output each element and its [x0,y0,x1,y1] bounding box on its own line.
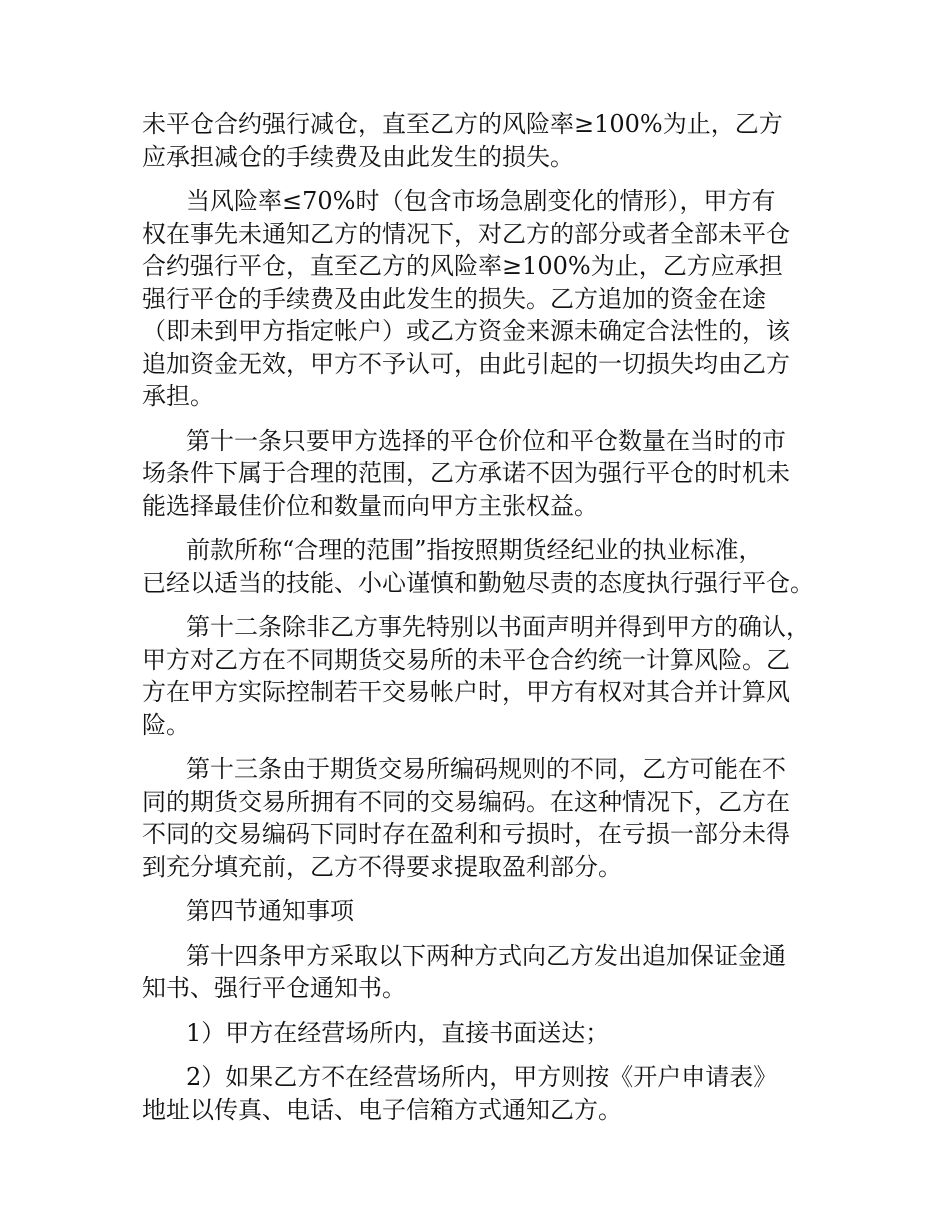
paragraph-risk-rate [142,185,814,413]
text-line: 前款所称“合理的范围”指按照期货经纪业的执业标准， [186,536,763,564]
text-line: 合约强行平仓，直至乙方的风险率≥100%为止，乙方应承担 [142,252,783,280]
text-line: 已经以适当的技能、小心谨慎和勤勉尽责的态度执行强行平仓。 [142,568,814,597]
text-line: 到充分填充前，乙方不得要求提取盈利部分。 [142,852,622,881]
list-item-2 [142,1061,814,1126]
text-line: 承担。 [142,382,214,410]
paragraph-reasonable-scope [142,534,814,599]
text-line: 第十二条除非乙方事先特别以书面声明并得到甲方的确认， [186,613,810,641]
document-body [142,108,814,1138]
text-line: 1）甲方在经营场所内，直接书面送达； [186,1018,610,1047]
text-line: 方在甲方实际控制若干交易帐户时，甲方有权对其合并计算风 [142,678,790,706]
text-line: 同的期货交易所拥有不同的交易编码。在这种情况下，乙方在 [142,787,790,816]
text-line: 应承担减仓的手续费及由此发生的损失。 [142,142,574,171]
text-line: 追加资金无效，甲方不予认可，由此引起的一切损失均由乙方 [142,349,790,378]
text-line: 当风险率≤70%时（包含市场急剧变化的情形），甲方有 [186,187,776,215]
paragraph-article-13 [142,753,814,883]
text-line: 第四节通知事项 [186,897,354,925]
paragraph-continuation [142,108,814,173]
list-item-1 [142,1017,814,1050]
paragraph-article-12 [142,611,814,741]
text-line: 地址以传真、电话、电子信箱方式通知乙方。 [142,1095,622,1124]
paragraph-article-14 [142,940,814,1005]
text-line: 第十三条由于期货交易所编码规则的不同，乙方可能在不 [186,755,786,783]
text-line: 2）如果乙方不在经营场所内，甲方则按《开户申请表》 [186,1063,778,1091]
text-line: 强行平仓的手续费及由此发生的损失。乙方追加的资金在途 [142,284,766,313]
text-line: 能选择最佳价位和数量而向甲方主张权益。 [142,491,598,520]
text-line: （即未到甲方指定帐户）或乙方资金来源未确定合法性的，该 [142,317,790,345]
paragraph-article-11 [142,425,814,523]
text-line: 第十一条只要甲方选择的平仓价位和平仓数量在当时的市 [186,426,786,455]
text-line: 权在事先未通知乙方的情况下，对乙方的部分或者全部未平仓 [142,219,790,248]
text-line: 未平仓合约强行减仓，直至乙方的风险率≥100%为止，乙方 [142,110,783,138]
text-line: 知书、强行平仓通知书。 [142,974,406,1002]
text-line: 不同的交易编码下同时存在盈利和亏损时，在亏损一部分未得 [142,820,790,848]
text-line: 险。 [142,710,190,739]
section-heading-notice [142,895,814,928]
text-line: 甲方对乙方在不同期货交易所的未平仓合约统一计算风险。乙 [142,645,790,674]
text-line: 第十四条甲方采取以下两种方式向乙方发出追加保证金通 [186,941,786,970]
text-line: 场条件下属于合理的范围，乙方承诺不因为强行平仓的时机未 [142,459,790,487]
